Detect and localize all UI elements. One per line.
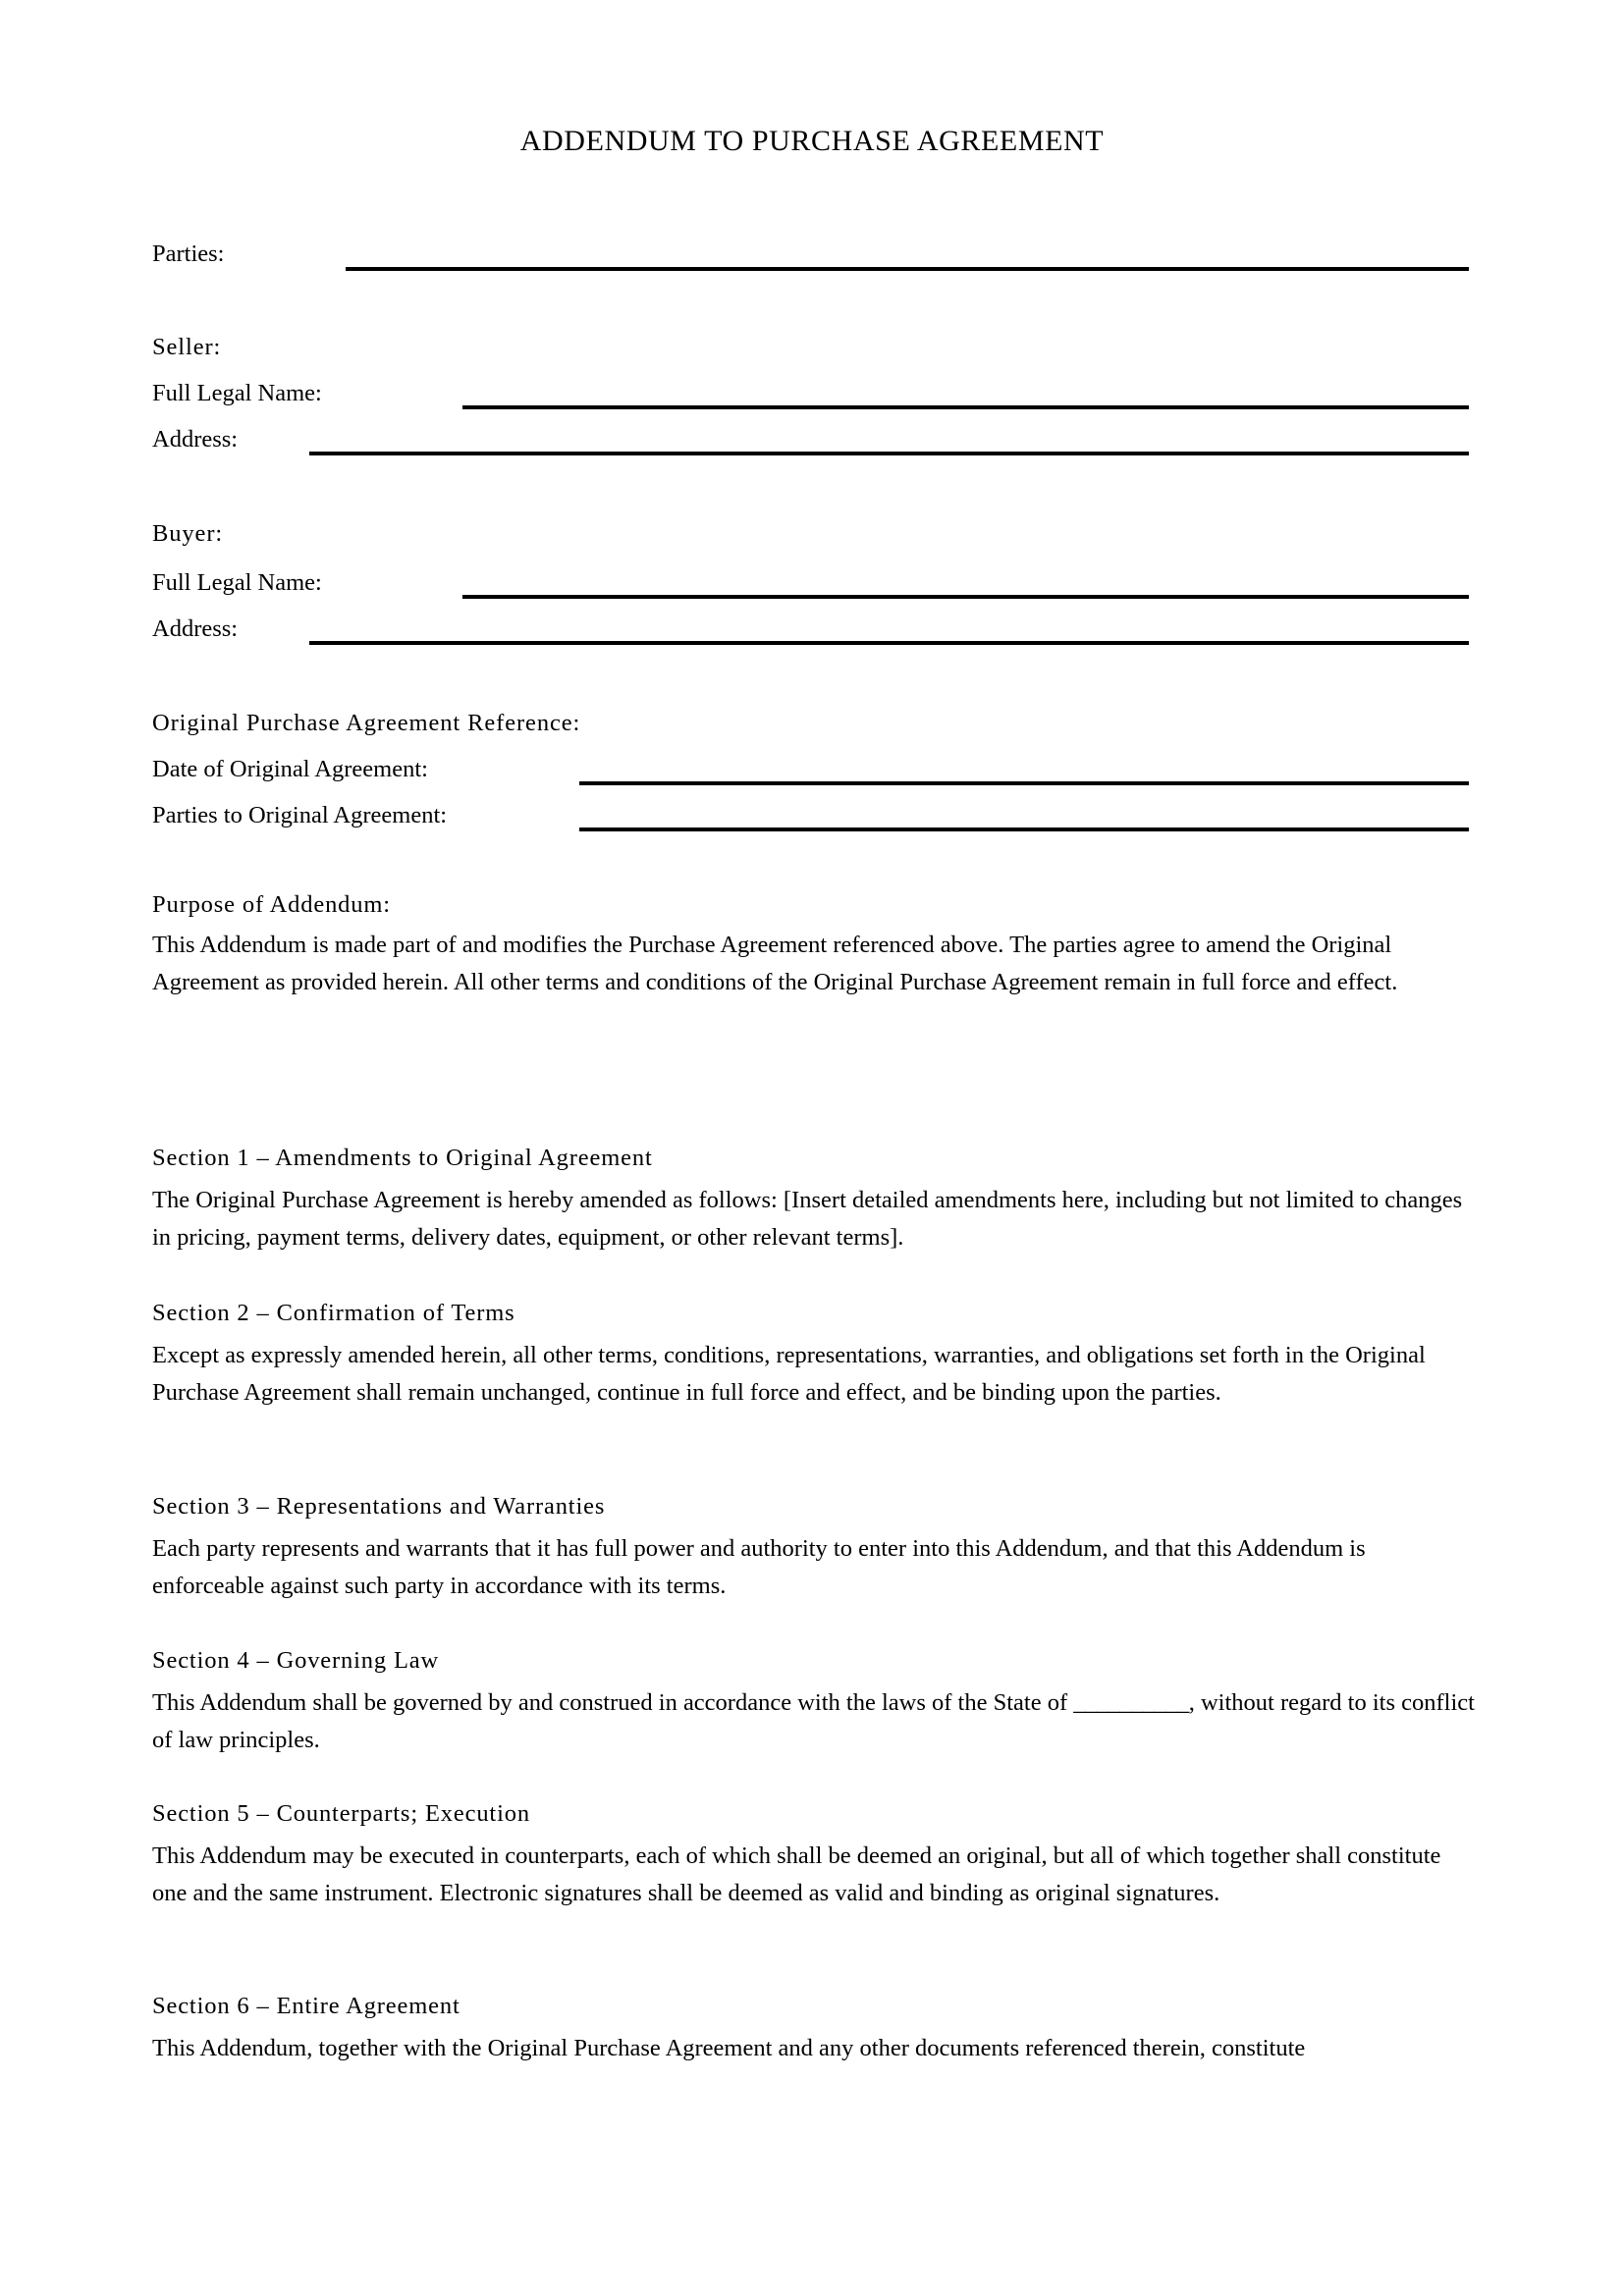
section-1-heading: Section 1 – Amendments to Original Agreement <box>152 1145 653 1171</box>
section-5-heading: Section 5 – Counterparts; Execution <box>152 1800 530 1827</box>
section-3-heading: Section 3 – Representations and Warranties <box>152 1493 606 1520</box>
buyer-address-fill-line[interactable] <box>309 641 1469 645</box>
section-5-body: This Addendum may be executed in counterparts, each of which shall be deemed an original, but all of which together shall constitute one and the same instrument. Electronic signatures shall be deemed as valid and binding as original signatures. <box>152 1842 1441 1906</box>
section-2-heading: Section 2 – Confirmation of Terms <box>152 1300 515 1326</box>
section-4-body-before-blank: This Addendum shall be governed by and construed in accordance with the laws of the State of <box>152 1689 1074 1716</box>
parties-fill-line[interactable] <box>346 267 1469 271</box>
section-4-heading: Section 4 – Governing Law <box>152 1647 440 1674</box>
seller-address-fill-line[interactable] <box>309 452 1469 455</box>
section-3-body: Each party represents and warrants that it has full power and authority to enter into this Addendum, and that this Addendum is enforceable against such party in accordance with its terms. <box>152 1535 1366 1599</box>
original-reference-heading: Original Purchase Agreement Reference: <box>152 710 581 736</box>
original-agreement-parties-label: Parties to Original Agreement: <box>152 802 448 828</box>
original-agreement-parties-fill-line[interactable] <box>579 828 1469 831</box>
seller-address-label: Address: <box>152 426 239 453</box>
page-title: ADDENDUM TO PURCHASE AGREEMENT <box>519 125 1105 157</box>
section-1-body: The Original Purchase Agreement is hereby amended as follows: [Insert detailed amendments here, including but not limited to changes in pricing, payment terms, delivery dates, equipment, or other relevant terms]. <box>152 1187 1463 1251</box>
governing-law-state-blank[interactable]: __________ <box>1073 1689 1189 1716</box>
original-agreement-date-label: Date of Original Agreement: <box>152 756 428 782</box>
purpose-body: This Addendum is made part of and modifies the Purchase Agreement referenced above. The parties agree to amend the Original Agreement as provided herein. All other terms and conditions of the Original Purchase Agreement remain in full force and effect. <box>152 932 1398 995</box>
section-4-body-after-blank: , without regard to its conflict of law principles. <box>152 1689 1475 1753</box>
seller-heading: Seller: <box>152 334 222 360</box>
section-6-heading: Section 6 – Entire Agreement <box>152 1993 460 2019</box>
buyer-full-legal-name-fill-line[interactable] <box>462 595 1469 599</box>
section-4-body <box>152 1684 1476 1759</box>
seller-full-legal-name-label: Full Legal Name: <box>152 380 322 406</box>
section-6-body: This Addendum, together with the Original Purchase Agreement and any other documents referenced therein, constitute <box>152 2035 1306 2061</box>
purpose-heading: Purpose of Addendum: <box>152 891 391 918</box>
parties-label: Parties: <box>152 240 225 267</box>
buyer-address-label: Address: <box>152 615 239 642</box>
original-agreement-date-fill-line[interactable] <box>579 781 1469 785</box>
buyer-full-legal-name-label: Full Legal Name: <box>152 569 322 596</box>
buyer-heading: Buyer: <box>152 520 224 547</box>
section-2-body: Except as expressly amended herein, all other terms, conditions, representations, warranties, and obligations set forth in the Original Purchase Agreement shall remain unchanged, continue in full force and effect, and be binding upon the parties. <box>152 1342 1426 1406</box>
seller-full-legal-name-fill-line[interactable] <box>462 405 1469 409</box>
